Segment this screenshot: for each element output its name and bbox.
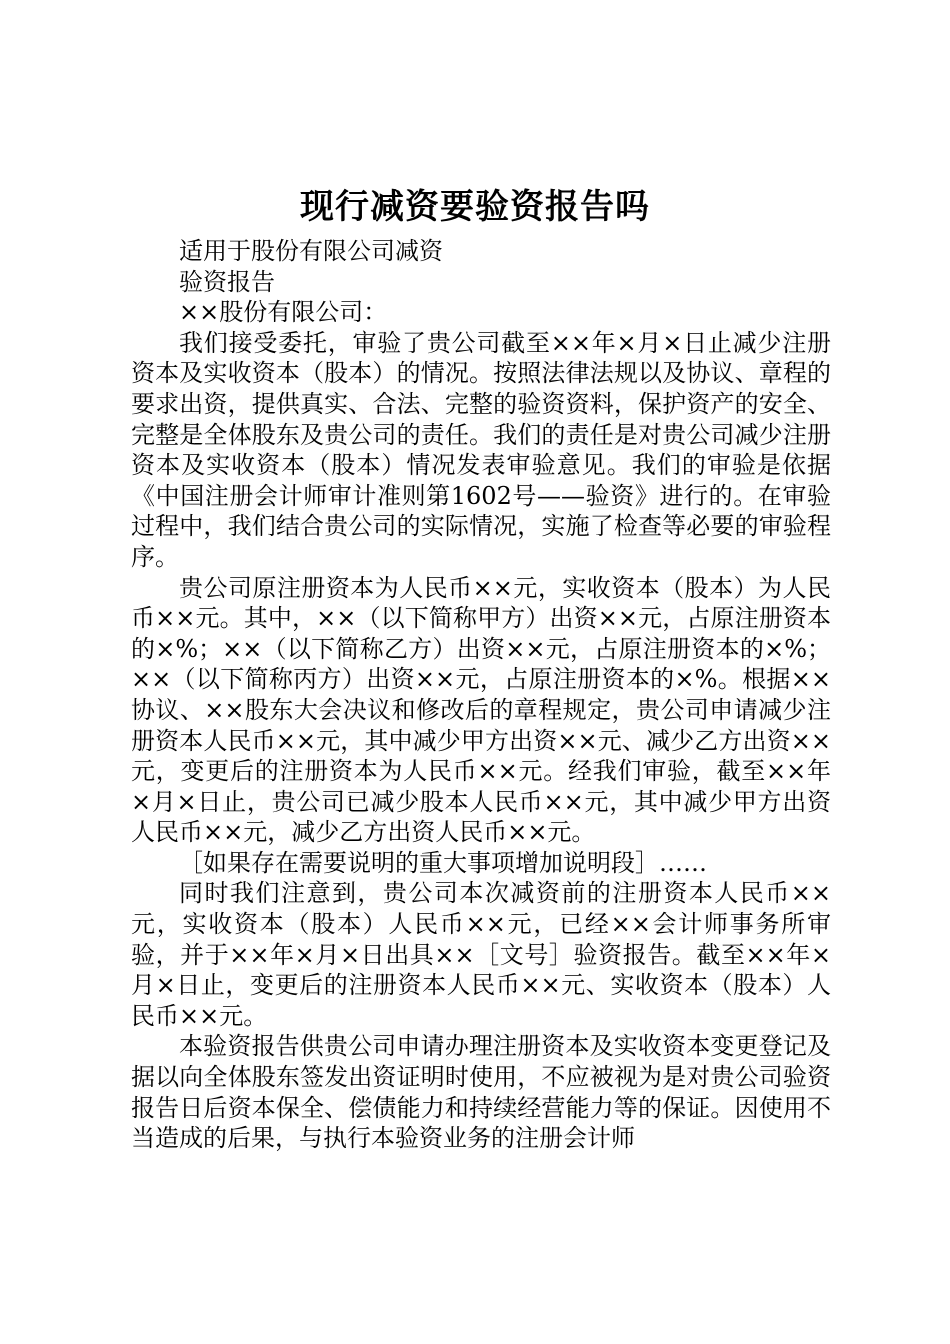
body-paragraph: 本验资报告供贵公司申请办理注册资本及实收资本变更登记及据以向全体股东签发出资证明时使用，不应被视为是对贵公司验资报告日后资本保全、偿债能力和持续经营能力等的保证。因使用不当造成的后果，与执行本验资业务的注册会计师 <box>131 1032 831 1153</box>
subtitle-paragraph: 适用于股份有限公司减资 <box>179 237 443 265</box>
body-paragraph: 同时我们注意到，贵公司本次减资前的注册资本人民币××元，实收资本（股本）人民币××元，已经××会计师事务所审验，并于××年×月×日出具××［文号］验资报告。截至××年×月×日止，变更后的注册资本人民币××元、实收资本（股本）人民币××元。 <box>131 879 831 1030</box>
addressee-paragraph: ××股份有限公司： <box>179 298 388 327</box>
document-body <box>131 236 831 1154</box>
body-paragraph: ［如果存在需要说明的重大事项增加说明段］…… <box>179 848 707 877</box>
body-paragraph: 贵公司原注册资本为人民币××元，实收资本（股本）为人民币××元。其中，××（以下简称甲方）出资××元，占原注册资本的×%；××（以下简称乙方）出资××元，占原注册资本的×%；××（以下简称丙方）出资××元，占原注册资本的×%。根据××协议、××股东大会决议和修改后的章程规定，贵公司申请减少注册资本人民币××元，其中减少甲方出资××元、减少乙方出资××元，变更后的注册资本为人民币××元。经我们审验，截至××年×月×日止，贵公司已减少股本人民币××元，其中减少甲方出资人民币××元，减少乙方出资人民币××元。 <box>131 573 831 847</box>
report-name-paragraph: 验资报告 <box>179 267 275 296</box>
body-paragraph: 我们接受委托，审验了贵公司截至××年×月×日止减少注册资本及实收资本（股本）的情况。按照法律法规以及协议、章程的要求出资，提供真实、合法、完整的验资资料，保护资产的安全、完整是全体股东及贵公司的责任。我们的责任是对贵公司减少注册资本及实收资本（股本）情况发表审验意见。我们的审验是依据《中国注册会计师审计准则第1602号——验资》进行的。在审验过程中，我们结合贵公司的实际情况，实施了检查等必要的审验程序。 <box>131 328 831 571</box>
document-title: 现行减资要验资报告吗 <box>300 187 650 227</box>
